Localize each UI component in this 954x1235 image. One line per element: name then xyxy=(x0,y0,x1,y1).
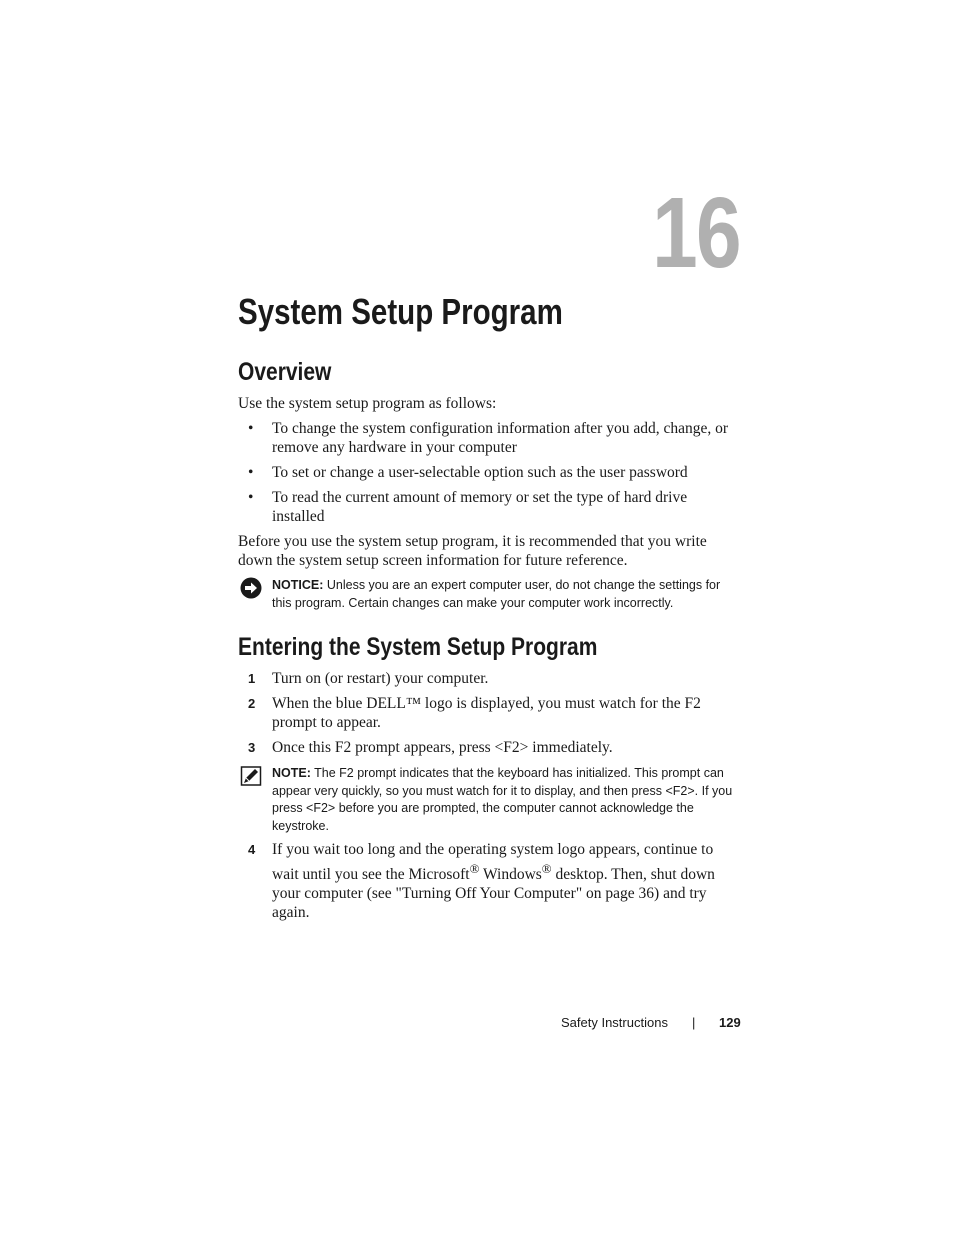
notice-box xyxy=(238,577,738,612)
registered-mark: ® xyxy=(541,861,552,876)
footer-page-number: 129 xyxy=(719,1015,741,1030)
entering-heading: Entering the System Setup Program xyxy=(238,633,598,661)
chapter-title: System Setup Program xyxy=(238,291,563,332)
note-box xyxy=(238,765,738,835)
pencil-note-icon xyxy=(240,765,262,787)
footer-section-title: Safety Instructions xyxy=(561,1015,668,1030)
notice-arrow-icon xyxy=(240,577,262,599)
note-body: The F2 prompt indicates that the keyboard has initialized. This prompt can appear very quickly, so you must watch for it to display, and then press <F2>. If you press <F2> before you are prompted, the computer cannot acknowledge the keystroke. xyxy=(272,766,733,833)
step-text-part: desktop. Then, shut down your computer (see "Turning Off Your Computer" on page 36) and try again. xyxy=(272,866,715,922)
overview-heading: Overview xyxy=(238,358,332,386)
notice-label: NOTICE: xyxy=(272,578,324,592)
list-item xyxy=(238,463,738,482)
step-number: 2 xyxy=(248,696,256,711)
note-label: NOTE: xyxy=(272,766,311,780)
step-number: 3 xyxy=(248,740,256,755)
list-item xyxy=(238,738,738,757)
step-text-part: Windows xyxy=(479,866,542,884)
step-number: 4 xyxy=(248,842,256,857)
notice-text xyxy=(272,577,738,612)
bullet-text: To read the current amount of memory or set the type of hard drive installed xyxy=(272,489,688,525)
overview-bullet-list xyxy=(238,419,738,532)
chapter-number: 16 xyxy=(652,177,740,289)
step-number: 1 xyxy=(248,671,256,686)
bullet-marker: • xyxy=(248,464,254,481)
bullet-text: To set or change a user-selectable option such as the user password xyxy=(272,464,688,481)
footer-separator: | xyxy=(692,1015,696,1030)
list-item xyxy=(238,669,738,688)
step-text: When the blue DELL™ logo is displayed, you must watch for the F2 prompt to appear. xyxy=(272,695,701,731)
entering-step-4-list xyxy=(238,840,738,928)
step-text xyxy=(272,841,715,921)
entering-steps-list xyxy=(238,669,738,763)
bullet-marker: • xyxy=(248,420,254,437)
list-item xyxy=(238,840,738,922)
bullet-marker: • xyxy=(248,489,254,506)
list-item xyxy=(238,488,738,526)
overview-closing: Before you use the system setup program, it is recommended that you write down the system setup screen information for future reference. xyxy=(238,533,707,569)
overview-intro: Use the system setup program as follows: xyxy=(238,395,497,412)
bullet-text: To change the system configuration information after you add, change, or remove any hardware in your computer xyxy=(272,420,729,456)
step-text-part: If you wait too long and the operating system logo appears, continue to wait until you see the Microsoft xyxy=(272,841,714,884)
note-text xyxy=(272,765,738,835)
step-text: Turn on (or restart) your computer. xyxy=(272,670,489,687)
registered-mark: ® xyxy=(469,861,480,876)
step-text: Once this F2 prompt appears, press <F2> immediately. xyxy=(272,739,613,756)
list-item xyxy=(238,419,738,457)
list-item xyxy=(238,694,738,732)
notice-body: Unless you are an expert computer user, do not change the settings for this program. Certain changes can make your computer work incorrectly. xyxy=(272,578,721,610)
